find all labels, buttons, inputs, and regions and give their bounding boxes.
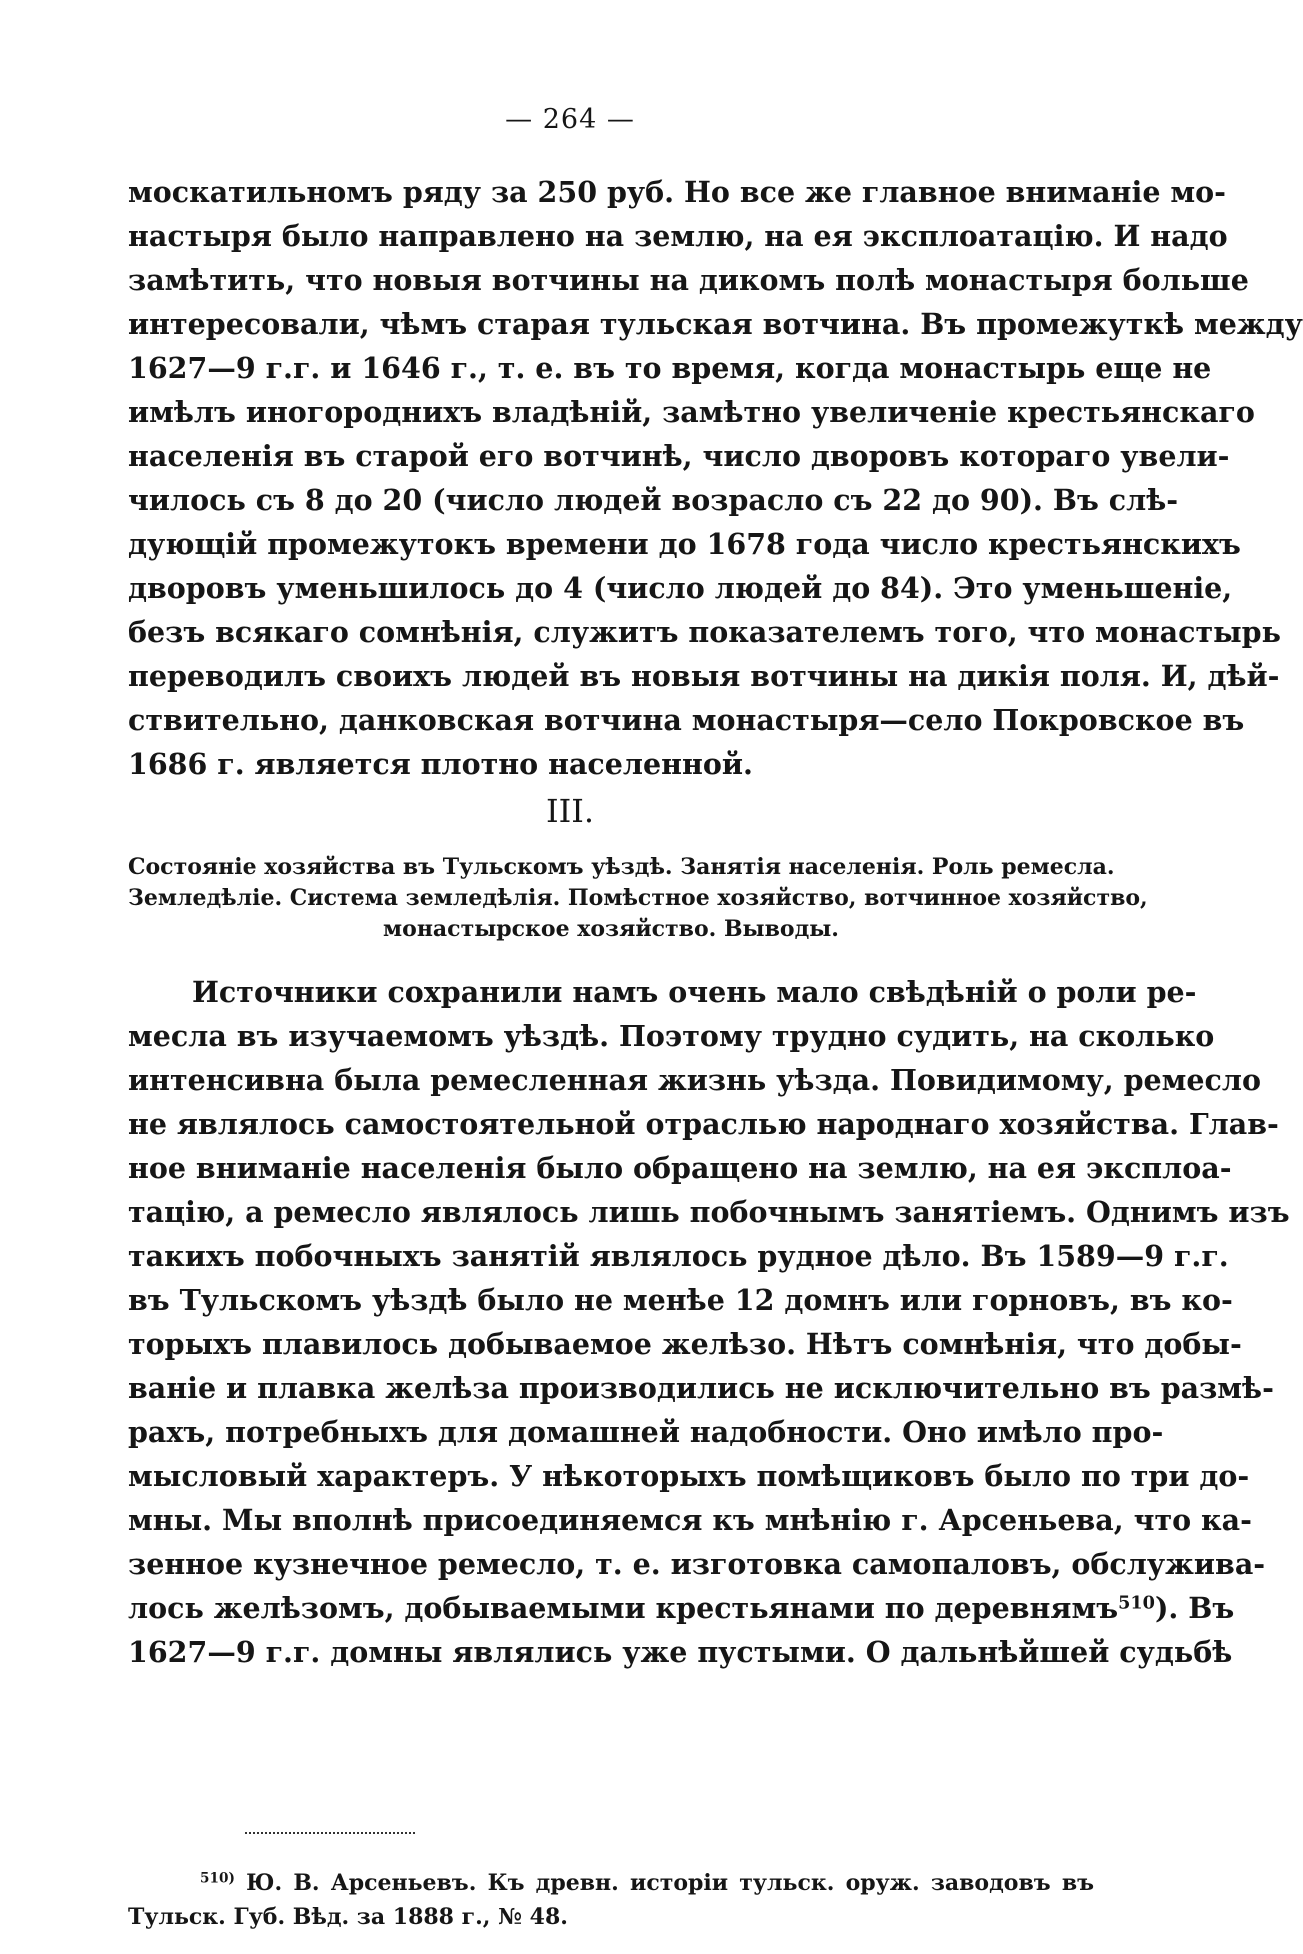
summary-line: Земледѣліе. Система земледѣлія. Помѣстное хозяйство, вотчинное хозяйство, [128,885,1148,911]
text-line: тацію, а ремесло являлось лишь побочнымъ занятіемъ. Однимъ изъ [128,1195,1290,1229]
text-line: имѣлъ иногороднихъ владѣній, замѣтно увеличеніе крестьянскаго [128,395,1255,429]
footnote-marker: 510) [200,1870,235,1887]
text-line: населенія въ старой его вотчинѣ, число дворовъ котораго увели- [128,439,1230,473]
text-line: дворовъ уменьшилось до 4 (число людей до 84). Это уменьшеніе, [128,571,1233,605]
paragraph-1 [128,170,1303,786]
footnote-line [128,1866,1094,1900]
text-line: такихъ побочныхъ занятій являлось рудное дѣло. Въ 1589—9 г.г. [128,1239,1229,1273]
text-line: настыря было направлено на землю, на ея эксплоатацію. И надо [128,219,1228,253]
paragraph-2 [128,970,1290,1674]
text-line: москатильномъ ряду за 250 руб. Но все же главное вниманіе мо- [128,175,1226,209]
text-line: интересовали, чѣмъ старая тульская вотчина. Въ промежуткѣ между [128,307,1303,341]
text-line: дующій промежутокъ времени до 1678 года число крестьянскихъ [128,527,1241,561]
footnote-reference[interactable]: 510 [1118,1592,1155,1614]
text-line: ное вниманіе населенія было обращено на землю, на ея эксплоа- [128,1151,1232,1185]
text-line: въ Тульскомъ уѣздѣ было не менѣе 12 домнъ или горновъ, въ ко- [128,1283,1233,1317]
footnote-text: Ю. В. Арсеньевъ. Къ древн. исторіи тульск. оруж. заводовъ въ [246,1870,1094,1896]
text-line: зенное кузнечное ремесло, т. е. изготовка самопаловъ, обслужива- [128,1547,1266,1581]
summary-line: монастырское хозяйство. Выводы. [383,916,839,942]
footnote-separator [245,1832,415,1834]
text-line: чилось съ 8 до 20 (число людей возрасло съ 22 до 90). Въ слѣ- [128,483,1179,517]
text-line: переводилъ своихъ людей въ новыя вотчины на дикія поля. И, дѣй- [128,659,1280,693]
text-line: ваніе и плавка желѣза производились не исключительно въ размѣ- [128,1371,1274,1405]
text-line: ствительно, данковская вотчина монастыря—село Покровское въ [128,703,1245,737]
text-line: безъ всякаго сомнѣнія, служитъ показателемъ того, что монастырь [128,615,1281,649]
text-line: не являлось самостоятельной отраслью народнаго хозяйства. Глав- [128,1107,1279,1141]
text-line: мысловый характеръ. У нѣкоторыхъ помѣщиковъ было по три до- [128,1459,1250,1493]
summary-line: Состояніе хозяйства въ Тульскомъ уѣздѣ. Занятія населенія. Роль ремесла. [128,854,1115,880]
text-fragment: лось желѣзомъ, добываемыми крестьянами по деревнямъ [128,1591,1119,1625]
section-numeral: III. [545,792,595,830]
text-fragment: ). Въ [1154,1591,1235,1625]
text-line: рахъ, потребныхъ для домашней надобности. Оно имѣло про- [128,1415,1164,1449]
text-line: замѣтить, что новыя вотчины на дикомъ полѣ монастыря больше [128,263,1249,297]
footnote [128,1866,1094,1934]
section-summary [128,852,1148,945]
text-line-with-footnote-ref [128,1586,1235,1630]
text-line: торыхъ плавилось добываемое желѣзо. Нѣтъ сомнѣнія, что добы- [128,1327,1242,1361]
text-line: месла въ изучаемомъ уѣздѣ. Поэтому трудно судить, на сколько [128,1019,1215,1053]
text-line: мны. Мы вполнѣ присоединяемся къ мнѣнію г. Арсеньева, что ка- [128,1503,1252,1537]
footnote-line: Тульск. Губ. Вѣд. за 1888 г., № 48. [128,1904,568,1930]
text-line: 1627—9 г.г. и 1646 г., т. е. въ то время, когда монастырь еще не [128,351,1212,385]
text-line: интенсивна была ремесленная жизнь уѣзда. Повидимому, ремесло [128,1063,1261,1097]
text-line: 1627—9 г.г. домны являлись уже пустыми. О дальнѣйшей судьбѣ [128,1635,1233,1669]
text-line: 1686 г. является плотно населенной. [128,747,753,781]
page-number: — 264 — [505,104,635,135]
text-line: Источники сохранили намъ очень мало свѣдѣній о роли ре- [192,975,1197,1009]
